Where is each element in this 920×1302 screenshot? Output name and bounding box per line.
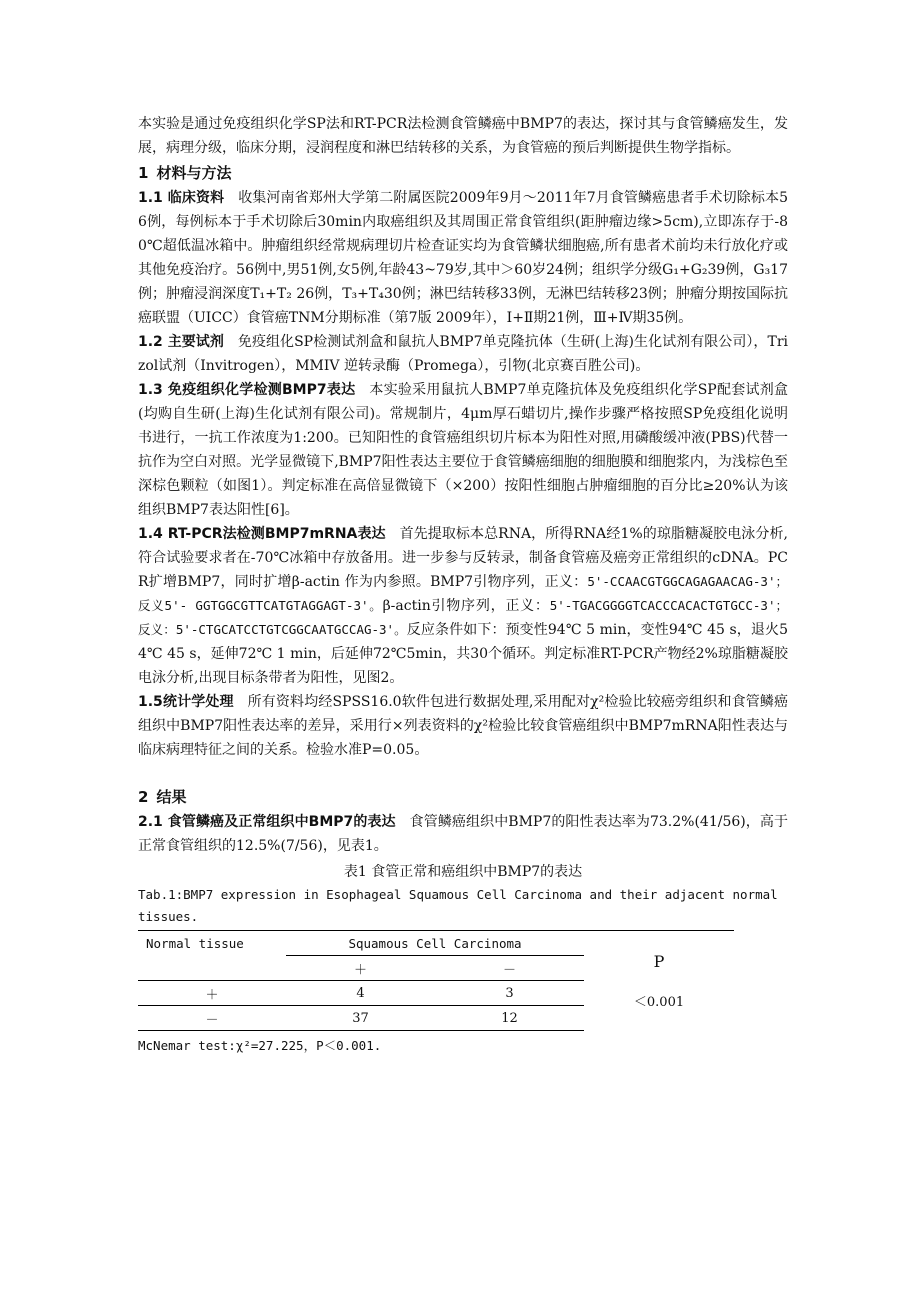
section-1-2 [138, 330, 788, 378]
section-1-heading [138, 160, 788, 186]
table-1-caption-en: Tab.1:BMP7 expression in Esophageal Squamous Cell Carcinoma and their adjacent normal tissues. [138, 887, 778, 924]
table-header-row [138, 931, 734, 956]
subheader-negative: － [435, 956, 584, 981]
subheader-positive: ＋ [286, 956, 435, 981]
cell-positive: 4 [286, 981, 435, 1006]
cell-positive: 37 [286, 1006, 435, 1031]
section-1-4-text-c: 反应条件如下：预变性94℃ 5 min，变性94℃ 45 s，退火54℃ 45 s，延伸72℃ 1 min，后延伸72℃5min，共30个循环。判定标准RT-PCR产物经2%琼脂糖凝胶电泳分析,出现目标条带者为阳性，见图2。 [138, 622, 788, 686]
p-value: ＜0.001 [633, 994, 685, 1010]
section-2-1 [138, 810, 788, 858]
row-label: ＋ [138, 981, 286, 1006]
table-1 [138, 930, 734, 1031]
beta-actin-primer-sequence: 5'-TGACGGGGTCACCCACACTGTGCC-3'；反义：5'-CTGCATCCTGTCGGCAATGCCAG-3'。 [138, 598, 788, 637]
section-1-3-heading: 1.3 免疫组织化学检测BMP7表达 [138, 382, 356, 398]
section-1-1-heading: 1.1 临床资料 [138, 190, 225, 206]
header-normal-tissue: Normal tissue [138, 931, 286, 956]
section-1-5-text: 所有资料均经SPSS16.0软件包进行数据处理,采用配对χ²检验比较癌旁组织和食管鳞癌组织中BMP7阳性表达率的差异，采用行×列表资料的χ²检验比较食管癌组织中BMP7mRNA阳性表达与临床病理特征之间的关系。检验水准P=0.05。 [138, 694, 788, 758]
section-2-title: 结果 [156, 788, 187, 806]
section-1-4-heading: 1.4 RT-PCR法检测BMP7mRNA表达 [138, 526, 386, 542]
section-1-4 [138, 522, 788, 690]
section-1-2-text: 免疫组化SP检测试剂盒和鼠抗人BMP7单克隆抗体（生研(上海)生化试剂有限公司），Trizol试剂（Invitrogen），MMIV 逆转录酶（Promega），引物(北京赛百胜公司)。 [138, 334, 788, 374]
section-spacer [138, 762, 788, 784]
section-1-3-text: 本实验采用鼠抗人BMP7单克隆抗体及免疫组织化学SP配套试剂盒(均购自生研(上海)生化试剂有限公司)。常规制片，4μm厚石蜡切片,操作步骤严格按照SP免疫组化说明书进行，一抗工作浓度为1:200。已知阳性的食管癌组织切片标本为阳性对照,用磷酸缓冲液(PBS)代替一抗作为空白对照。光学显微镜下,BMP7阳性表达主要位于食管鳞癌细胞的细胞膜和细胞浆内，为浅棕色至深棕色颗粒（如图1）。判定标准在高倍显微镜下（×200）按阳性细胞占肿瘤细胞的百分比≥20%认为该组织BMP7表达阳性[6]。 [138, 382, 788, 518]
section-1-4-text-a: 首先提取标本总RNA，所得RNA经1%的琼脂糖凝胶电泳分析,符合试验要求者在-70℃冰箱中存放备用。进一步参与反转录，制备食管癌及癌旁正常组织的cDNA。PCR扩增BMP7，同时扩增β-actin 作为内参照。BMP7引物序列，正义： [138, 526, 788, 590]
p-label: P [653, 951, 665, 971]
section-1-5 [138, 690, 788, 762]
section-1-2-heading: 1.2 主要试剂 [138, 334, 224, 350]
header-squamous-cell-carcinoma: Squamous Cell Carcinoma [286, 931, 584, 956]
table-1-footnote: McNemar test:χ²=27.225，P＜0.001. [138, 1038, 382, 1053]
header-p [584, 931, 734, 1031]
table-1-caption-cn: 表1 食管正常和癌组织中BMP7的表达 [343, 864, 583, 880]
row-label: － [138, 1006, 286, 1031]
cell-negative: 3 [435, 981, 584, 1006]
section-1-1-text: 收集河南省郑州大学第二附属医院2009年9月～2011年7月食管鳞癌患者手术切除标本56例，每例标本于手术切除后30min内取癌组织及其周围正常食管组织(距肿瘤边缘>5cm),立即冻存于-80℃超低温冰箱中。肿瘤组织经常规病理切片检查证实均为食管鳞状细胞癌,所有患者术前均未行放化疗或其他免疫治疗。56例中,男51例,女5例,年龄43~79岁,其中＞60岁24例；组织学分级G₁+G₂39例，G₃17例；肿瘤浸润深度T₁+T₂ 26例，T₃+T₄30例；淋巴结转移33例，无淋巴结转移23例；肿瘤分期按国际抗癌联盟（UICC）食管癌TNM分期标准（第7版 2009年），Ⅰ+Ⅱ期21例，Ⅲ+Ⅳ期35例。 [138, 190, 788, 326]
section-1-3 [138, 378, 788, 522]
section-1-1 [138, 186, 788, 330]
section-2-1-heading: 2.1 食管鳞癌及正常组织中BMP7的表达 [138, 814, 396, 830]
section-1-5-heading: 1.5统计学处理 [138, 694, 234, 710]
section-1-title: 材料与方法 [156, 164, 232, 182]
section-2-heading [138, 784, 788, 810]
cell-negative: 12 [435, 1006, 584, 1031]
section-2-1-text: 食管鳞癌组织中BMP7的阳性表达率为73.2%(41/56)，高于正常食管组织的12.5%(7/56)，见表1。 [138, 814, 788, 854]
intro-paragraph: 本实验是通过免疫组织化学SP法和RT-PCR法检测食管鳞癌中BMP7的表达，探讨其与食管鳞癌发生，发展，病理分级，临床分期，浸润程度和淋巴结转移的关系，为食管癌的预后判断提供生物学指标。 [138, 116, 788, 156]
bmp7-primer-sequence: 5'-CCAACGTGGCAGAGAACAG-3'；反义5'- GGTGGCGTTCATGTAGGAGT-3'。 [138, 574, 788, 613]
section-2-number: 2 [138, 788, 149, 806]
section-1-4-text-b: β-actin引物序列，正义： [382, 598, 550, 614]
section-1-number: 1 [138, 164, 149, 182]
paper-page [138, 112, 788, 1057]
